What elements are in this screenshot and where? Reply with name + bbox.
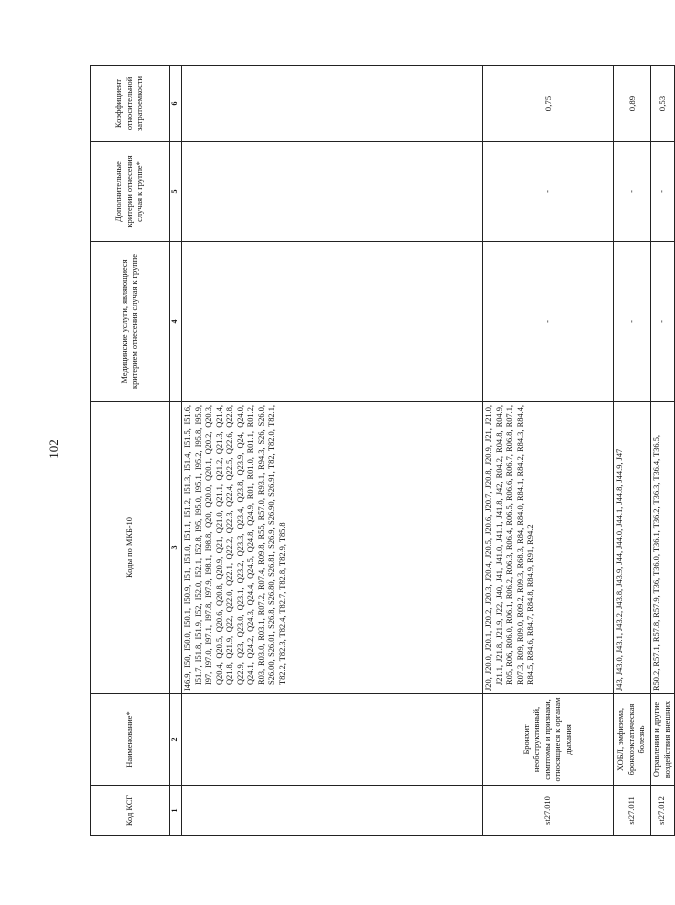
icd-codes: J20, J20.0, J20.1, J20.2, J20.3, J20.4, J20.5, J20.6, J20.7, J20.8, J20.9, J21, J21.0, J21.1, J21.8, J21.9, J22, J40, J41, J41.0, J41.1, J41.8, J42, R04.2, R04.8, R04.9, R05, R06, R06.0, R06.1, R06.2, R06.3, R06.4, R06.5, R06.6, R06.7, R06.8, R07.1, R07.3, R09, R09.0, R09.2, R09.3, R68.3, R84, R84.0, R84.1, R84.2, R84.3, R84.4, R84.5, R84.6, R84.7, R84.8, R84.9, R91, R94.2 [483,402,614,694]
ksg-code: st27.010 [483,786,614,836]
icd-codes: R50.2, R57.1, R57.8, R57.9, T36, T36.0, T36.1, T36.2, T36.3, T36.4, T36.5, [651,402,675,694]
ksg-name: ХОБЛ, эмфизема, бронхоэктатическая болезнь [614,694,651,786]
services: - [614,242,651,402]
table-row [651,66,675,836]
coefficient: 0,89 [614,66,651,142]
coefficient [182,66,483,142]
header-code: Код КСГ [91,786,170,836]
header-extra-criteria: Дополнительные критерии отнесения случая к группе* [91,142,170,242]
header-coefficient: Коэффициент относительной затратоемкости [91,66,170,142]
ksg-name: Бронхит необструктивный, симптомы и признаки, относящиеся к органам дыхания [483,694,614,786]
column-number: 2 [170,694,182,786]
extra-criteria: - [483,142,614,242]
page-number: 102 [46,439,61,459]
services: - [651,242,675,402]
services: - [483,242,614,402]
icd-codes: J43, J43.0, J43.1, J43.2, J43.8, J43.9, J44, J44.0, J44.1, J44.8, J44.9, J47 [614,402,651,694]
table-row [614,66,651,836]
ksg-name: Отравления и другие воздействия внешних [651,694,675,786]
table-row [182,66,483,836]
rotated-table-container [90,66,672,836]
coefficient: 0,53 [651,66,675,142]
icd-codes: I46.9, I50, I50.0, I50.1, I50.9, I51, I51.0, I51.1, I51.2, I51.3, I51.4, I51.5, I51.6, I51.7, I51.8, I51.9, I52, I52.0, I52.1, I52.8, I95, I95.0, I95.1, I95.2, I95.8, I95.9, I97, I97.0, I97.1, I97.8, I97.9, I98.1, I98.8, Q20, Q20.0, Q20.1, Q20.2, Q20.3, Q20.4, Q20.5, Q20.6, Q20.8, Q20.9, Q21, Q21.0, Q21.1, Q21.2, Q21.3, Q21.4, Q21.8, Q21.9, Q22, Q22.0, Q22.1, Q22.2, Q22.3, Q22.4, Q22.5, Q22.6, Q22.8, Q22.9, Q23, Q23.0, Q23.1, Q23.2, Q23.3, Q23.4, Q23.8, Q23.9, Q24, Q24.0, Q24.1, Q24.2, Q24.3, Q24.4, Q24.5, Q24.8, Q24.9, R01, R01.0, R01.1, R01.2, R03, R03.0, R03.1, R07.2, R07.4, R09.8, R55, R57.0, R93.1, R94.3, S26, S26.0, S26.00, S26.01, S26.8, S26.80, S26.81, S26.9, S26.90, S26.91, T82, T82.0, T82.1, T82.2, T82.3, T82.4, T82.7, T82.8, T82.9, T85.8 [182,402,483,694]
ksg-name [182,694,483,786]
extra-criteria: - [651,142,675,242]
extra-criteria: - [614,142,651,242]
table-row [483,66,614,836]
column-number: 3 [170,402,182,694]
header-icd: Коды по МКБ-10 [91,402,170,694]
header-services: Медицинские услуги, являющиеся критерием отнесения случая к группе [91,242,170,402]
ksg-code: st27.011 [614,786,651,836]
column-number: 5 [170,142,182,242]
header-name: Наименование* [91,694,170,786]
column-number-row [170,66,182,836]
services [182,242,483,402]
coefficient: 0,75 [483,66,614,142]
ksg-table [90,65,675,836]
extra-criteria [182,142,483,242]
ksg-code [182,786,483,836]
column-number: 1 [170,786,182,836]
column-number: 4 [170,242,182,402]
column-number: 6 [170,66,182,142]
header-row [91,66,170,836]
ksg-code: st27.012 [651,786,675,836]
